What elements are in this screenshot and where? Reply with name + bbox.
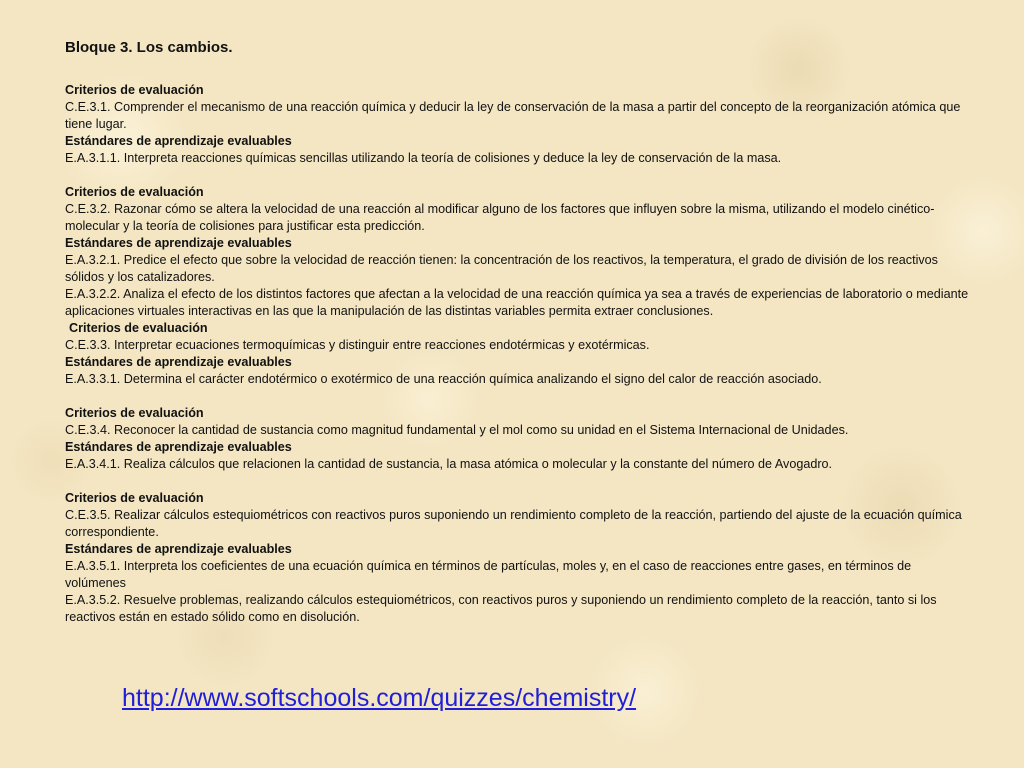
criteria-section-3-4 (65, 405, 970, 473)
standard-text: E.A.3.5.2. Resuelve problemas, realizando cálculos estequiométricos, con reactivos puros y suponiendo un rendimiento completo de la reacción, tanto si los reactivos están en estado sólido como en disolución. (65, 593, 937, 624)
standard-text: E.A.3.4.1. Realiza cálculos que relacionen la cantidad de sustancia, la masa atómica o molecular y la constante del número de Avogadro. (65, 457, 833, 471)
standards-label: Estándares de aprendizaje evaluables (65, 134, 292, 148)
standards-label: Estándares de aprendizaje evaluables (65, 355, 292, 369)
standard-text: E.A.3.1.1. Interpreta reacciones químicas sencillas utilizando la teoría de colisiones y deduce la ley de conservación de la masa. (65, 151, 782, 165)
criteria-section-3-5 (65, 490, 970, 626)
standard-text: E.A.3.2.2. Analiza el efecto de los distintos factores que afectan a la velocidad de una reacción química ya sea a través de experiencias de laboratorio o mediante aplicaciones virtuales interactivas en las que la manipulación de las distintas variables permita extraer conclusiones. (65, 287, 969, 318)
standards-label: Estándares de aprendizaje evaluables (65, 542, 292, 556)
criterion-text: C.E.3.3. Interpretar ecuaciones termoquímicas y distinguir entre reacciones endotérmicas y exotérmicas. (65, 338, 650, 352)
criteria-label: Criterios de evaluación (65, 491, 204, 505)
standard-text: E.A.3.5.1. Interpreta los coeficientes de una ecuación química en términos de partículas, moles y, en el caso de reacciones entre gases, en términos de volúmenes (65, 559, 912, 590)
standard-text: E.A.3.3.1. Determina el carácter endotérmico o exotérmico de una reacción química analizando el signo del calor de reacción asociado. (65, 372, 822, 386)
standards-label: Estándares de aprendizaje evaluables (65, 236, 292, 250)
softschools-quiz-link[interactable]: http://www.softschools.com/quizzes/chemistry/ (122, 684, 637, 712)
standards-label: Estándares de aprendizaje evaluables (65, 440, 292, 454)
criteria-label: Criterios de evaluación (69, 321, 208, 335)
criterion-text: C.E.3.1. Comprender el mecanismo de una reacción química y deducir la ley de conservación de la masa a partir del concepto de la reorganización atómica que tiene lugar. (65, 100, 961, 131)
criteria-section-3-2 (65, 184, 970, 320)
criterion-text: C.E.3.5. Realizar cálculos estequiométricos con reactivos puros suponiendo un rendimiento completo de la reacción, partiendo del ajuste de la ecuación química correspondiente. (65, 508, 962, 539)
standard-text: E.A.3.2.1. Predice el efecto que sobre la velocidad de reacción tienen: la concentración de los reactivos, la temperatura, el grado de división de los reactivos sólidos y los catalizadores. (65, 253, 938, 284)
criterion-text: C.E.3.4. Reconocer la cantidad de sustancia como magnitud fundamental y el mol como su unidad en el Sistema Internacional de Unidades. (65, 423, 849, 437)
criterion-text: C.E.3.2. Razonar cómo se altera la velocidad de una reacción al modificar alguno de los factores que influyen sobre la misma, utilizando el modelo cinético-molecular y la teoría de colisiones para justificar esta predicción. (65, 202, 935, 233)
document-body (65, 38, 970, 626)
criteria-label: Criterios de evaluación (65, 83, 204, 97)
block-title: Bloque 3. Los cambios. (65, 39, 233, 56)
criteria-section-3-3 (65, 320, 970, 388)
criteria-section-3-1 (65, 82, 970, 167)
criteria-label: Criterios de evaluación (65, 185, 204, 199)
criteria-label: Criterios de evaluación (65, 406, 204, 420)
